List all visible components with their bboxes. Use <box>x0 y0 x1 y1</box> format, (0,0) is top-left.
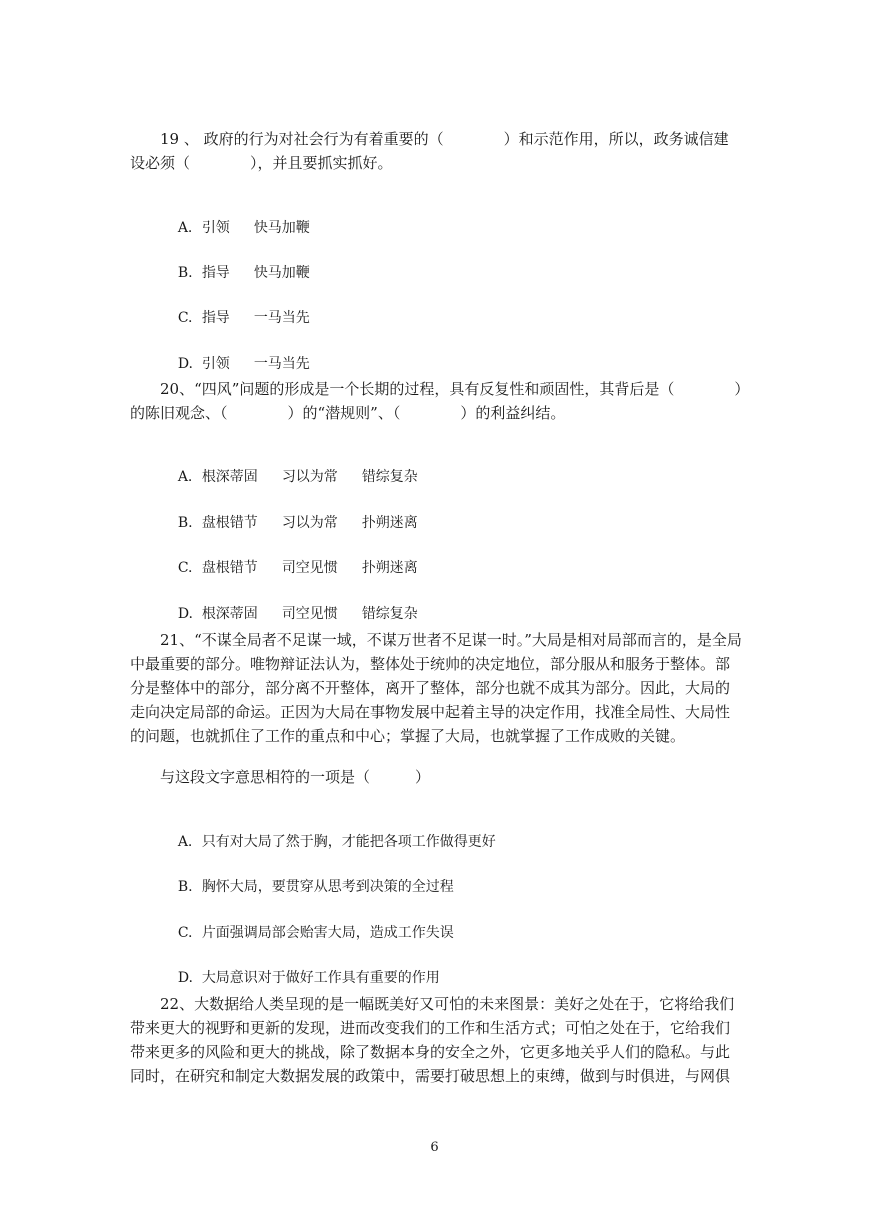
page-number: 6 <box>430 1140 439 1155</box>
option-part: 一马当先 <box>253 310 310 326</box>
option-part: 大局意识对于做好工作具有重要的作用 <box>201 970 440 986</box>
option-part: 一马当先 <box>253 356 310 372</box>
option-part: 引领 <box>201 220 230 236</box>
question-stem: 22、大数据给人类呈现的是一幅既美好又可怕的未来图景：美好之处在于，它将给我们带来更大的视野和更新的发现，进而改变我们的工作和生活方式；可怕之处在于，它给我们带来更多的风险和更大的挑战，除了数据本身的安全之外，它更多地关乎人们的隐私。与此同时，在研究和制定大数据发展的政策中，需要打破思想上的束缚，做到与时俱进，与网俱 <box>130 995 735 1085</box>
option-part: 片面强调局部会贻害大局，造成工作失误 <box>201 925 454 941</box>
question-prompt: 与这段文字意思相符的一项是（ ） <box>160 768 431 786</box>
question-21 <box>130 628 742 748</box>
option-letter: A. <box>177 469 193 485</box>
option-letter: A. <box>177 220 193 236</box>
option-part: 扑朔迷离 <box>361 560 418 576</box>
option-letter: B. <box>177 879 193 895</box>
question-stem: 20、“四风”问题的形成是一个长期的过程，具有反复性和顽固性，其背后是（ ）的陈旧观念、（ ）的“潜规则”、（ ）的利益纠结。 <box>130 380 742 422</box>
option-letter: C. <box>177 310 193 326</box>
option-part: 引领 <box>201 356 230 372</box>
option-part: 司空见惯 <box>281 560 338 576</box>
option-part: 根深蒂固 <box>201 606 258 622</box>
option-part: 错综复杂 <box>361 469 418 485</box>
option-part: 快马加鞭 <box>253 220 310 236</box>
option-letter: C. <box>177 925 193 941</box>
question-22 <box>130 992 742 1088</box>
option-part: 盘根错节 <box>201 515 258 531</box>
option-part: 司空见惯 <box>281 606 338 622</box>
option-part: 习以为常 <box>281 515 338 531</box>
option-letter: D. <box>177 356 193 372</box>
option-part: 扑朔迷离 <box>361 515 418 531</box>
question-20 <box>130 377 742 425</box>
question-stem: 21、“不谋全局者不足谋一域，不谋万世者不足谋一时。”大局是相对局部而言的，是全局中最重要的部分。唯物辩证法认为，整体处于统帅的决定地位，部分服从和服务于整体。部分是整体中的部分，部分离不开整体，离开了整体，部分也就不成其为部分。因此，大局的走向决定局部的命运。正因为大局在事物发展中起着主导的决定作用，找准全局性、大局性的问题，也就抓住了工作的重点和中心；掌握了大局，也就掌握了工作成败的关键。 <box>130 631 742 745</box>
option-letter: D. <box>177 606 193 622</box>
option-part: 指导 <box>201 310 230 326</box>
option-letter: B. <box>177 265 193 281</box>
option-letter: A. <box>177 834 193 850</box>
option-letter: C. <box>177 560 193 576</box>
question-stem: 19 、 政府的行为对社会行为有着重要的（ ）和示范作用，所以，政务诚信建设必须（ ），并且要抓实抓好。 <box>130 130 729 172</box>
option-part: 错综复杂 <box>361 606 418 622</box>
option-part: 指导 <box>201 265 230 281</box>
option-part: 盘根错节 <box>201 560 258 576</box>
option-letter: B. <box>177 515 193 531</box>
option-part: 快马加鞭 <box>253 265 310 281</box>
option-part: 胸怀大局，要贯穿从思考到决策的全过程 <box>201 879 454 895</box>
option-part: 习以为常 <box>281 469 338 485</box>
option-letter: D. <box>177 970 193 986</box>
option-part: 只有对大局了然于胸，才能把各项工作做得更好 <box>201 834 496 850</box>
option-part: 根深蒂固 <box>201 469 258 485</box>
question-19 <box>130 127 742 175</box>
